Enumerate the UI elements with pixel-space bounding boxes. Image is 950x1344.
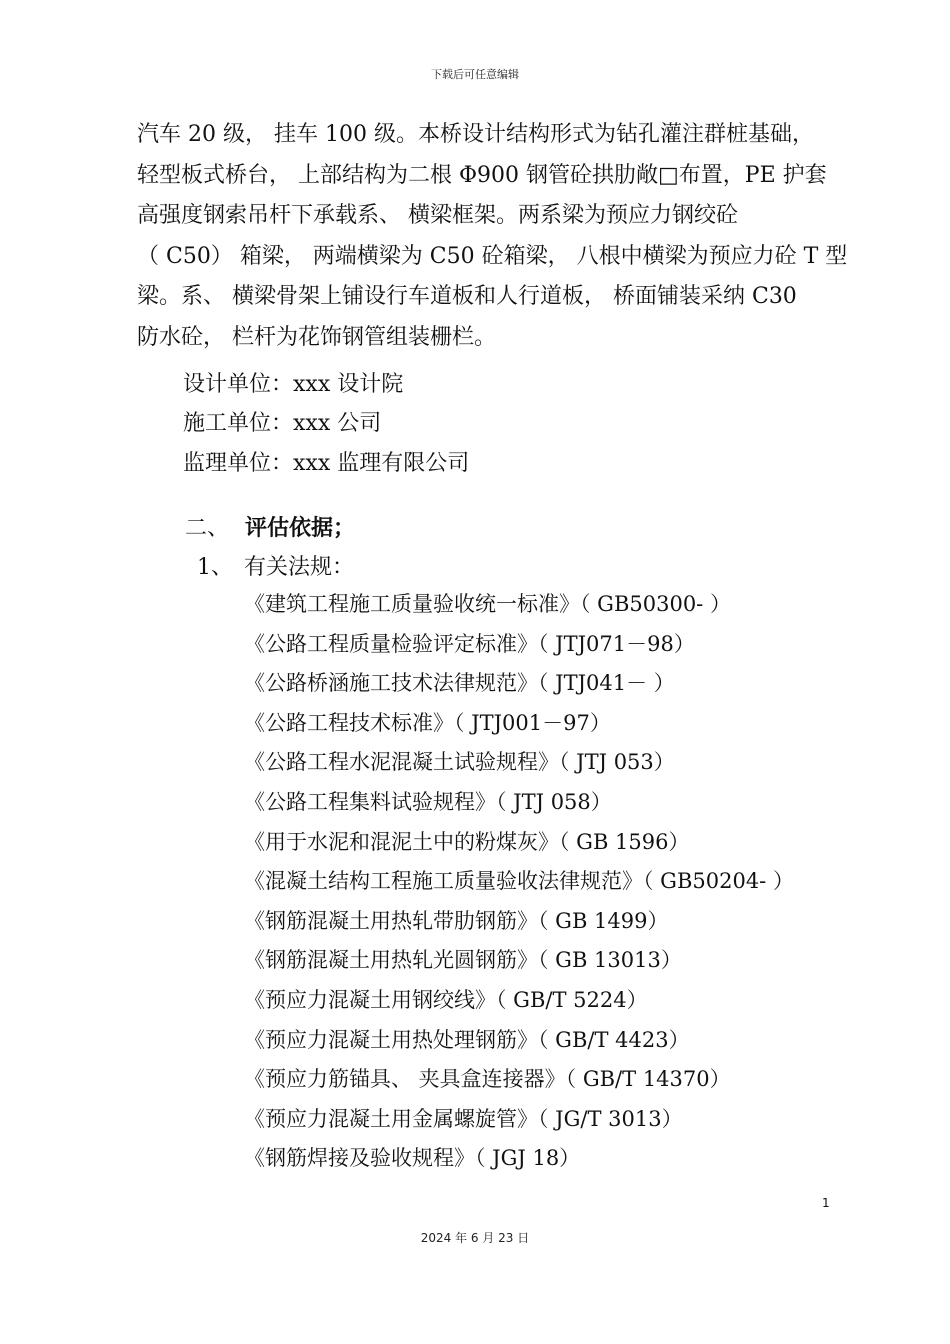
section-number: 二、 <box>185 516 230 541</box>
section-title: 评估依据； <box>245 516 356 541</box>
body-line: 汽车 20 级， 挂车 100 级。本桥设计结构形式为钻孔灌注群桩基础， <box>137 122 814 147</box>
regulation-list <box>244 588 794 1182</box>
list-item: 《混凝土结构工程施工质量验收法律规范》（ GB50204- ） <box>244 869 794 894</box>
subsection-number: 1、 <box>197 555 233 580</box>
page-number: 1 <box>822 1196 830 1210</box>
list-item: 《预应力混凝土用热处理钢筋》（ GB/T 4423） <box>244 1027 690 1052</box>
list-item: 《公路桥涵施工技术法律规范》（ JTJ041－ ） <box>244 671 675 696</box>
body-line: 高强度钢索吊杆下承载系、 横梁框架。两系梁为预应力钢绞砼 <box>137 203 738 228</box>
list-item: 《钢筋混凝土用热轧光圆钢筋》（ GB 13013） <box>244 948 682 973</box>
design-unit: 设计单位：xxx 设计院 <box>183 372 404 397</box>
list-item: 《预应力混凝土用金属螺旋管》（ JG/T 3013） <box>244 1106 683 1131</box>
list-item: 《用于水泥和混泥土中的粉煤灰》（ GB 1596） <box>244 829 690 854</box>
body-line: （ C50） 箱梁， 两端横梁为 C50 砼箱梁， 八根中横梁为预应力砼 T 型 <box>137 243 848 269</box>
list-item: 《公路工程技术标准》（ JTJ001－97） <box>244 710 611 735</box>
list-item: 《公路工程集料试验规程》（ JTJ 058） <box>244 789 612 814</box>
page-header: 下载后可任意编辑 <box>431 68 519 81</box>
list-item: 《钢筋焊接及验收规程》（ JGJ 18） <box>244 1146 581 1171</box>
page-footer-date: 2024 年 6 月 23 日 <box>420 1231 530 1245</box>
subsection-title: 有关法规： <box>244 555 355 580</box>
subsection-heading <box>197 550 354 581</box>
list-item: 《公路工程水泥混凝土试验规程》（ JTJ 053） <box>244 750 675 775</box>
list-item: 《钢筋混凝土用热轧带肋钢筋》（ GB 1499） <box>244 908 669 933</box>
list-item: 《预应力混凝土用钢绞线》（ GB/T 5224） <box>244 987 648 1012</box>
list-item: 《预应力筋锚具、 夹具盒连接器》（ GB/T 14370） <box>244 1067 731 1092</box>
section-heading <box>185 511 355 542</box>
construction-unit: 施工单位：xxx 公司 <box>183 411 382 436</box>
list-item: 《建筑工程施工质量验收统一标准》（ GB50300- ） <box>244 592 731 616</box>
supervision-unit: 监理单位：xxx 监理有限公司 <box>183 451 470 476</box>
body-line: 梁。系、 横梁骨架上铺设行车道板和人行道板， 桥面铺装采纳 C30 <box>137 284 797 309</box>
body-line: 轻型板式桥台， 上部结构为二根 Φ900 钢管砼拱肋敞□布置，PE 护套 <box>137 162 827 188</box>
list-item: 《公路工程质量检验评定标准》（ JTJ071－98） <box>244 631 695 656</box>
body-paragraph <box>137 115 848 358</box>
body-line: 防水砼， 栏杆为花饰钢管组装栅栏。 <box>137 324 496 350</box>
